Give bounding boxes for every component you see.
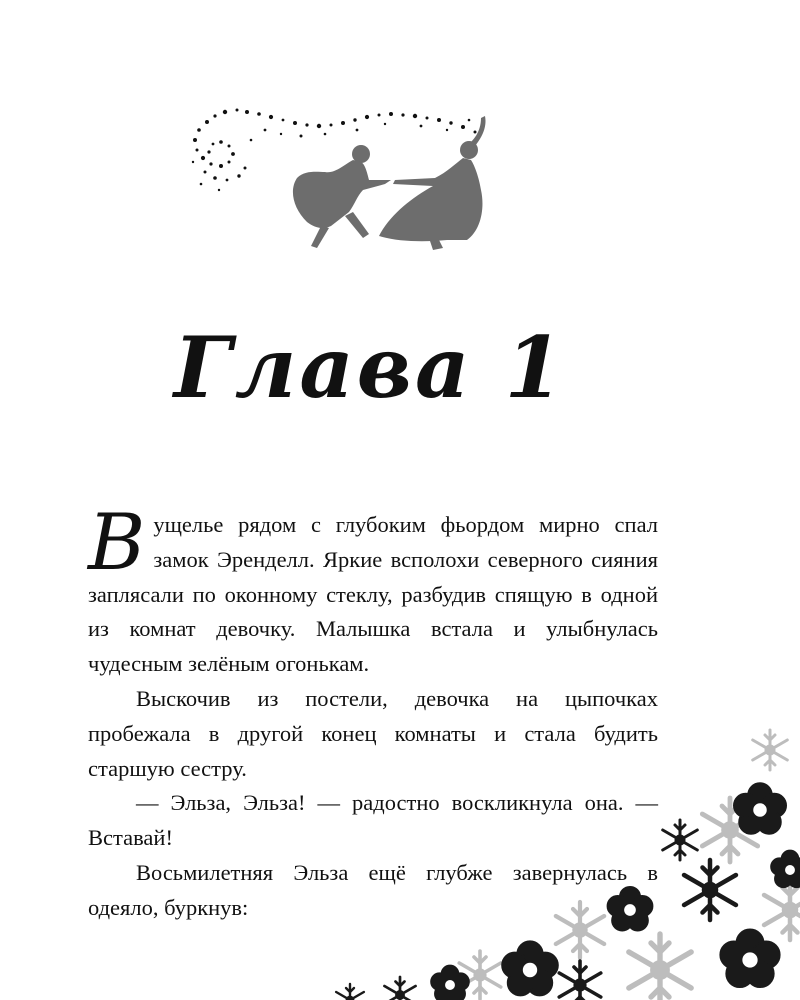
- paragraph-3: — Эльза, Эльза! — радостно воскликнула она. — Вставай!: [88, 790, 658, 851]
- paragraph-1-text: ущелье рядом с глубоким фьордом мирно спал замок Эренделл. Яркие всполохи северного сияния заплясали по оконному стеклу, разбудив спящую в одной из комнат девочку. Малышка встала и улыбнулась чудесным зелёным огонькам.: [88, 512, 658, 677]
- snowflake-decoration: [330, 720, 800, 1000]
- paragraph-2: Выскочив из постели, девочка на цыпочках пробежала в другой конец комнаты и стала будить старшую сестру.: [88, 685, 658, 781]
- chapter-title: Глава 1: [173, 318, 567, 417]
- paragraph-1: [88, 498, 658, 682]
- paragraph-4: Восьмилетняя Эльза ещё глубже завернулась в одеяло, буркнув:: [88, 859, 658, 920]
- girls-silhouette: [293, 116, 486, 250]
- dancing-sisters-illustration: [185, 100, 495, 260]
- drop-cap: В: [88, 498, 146, 588]
